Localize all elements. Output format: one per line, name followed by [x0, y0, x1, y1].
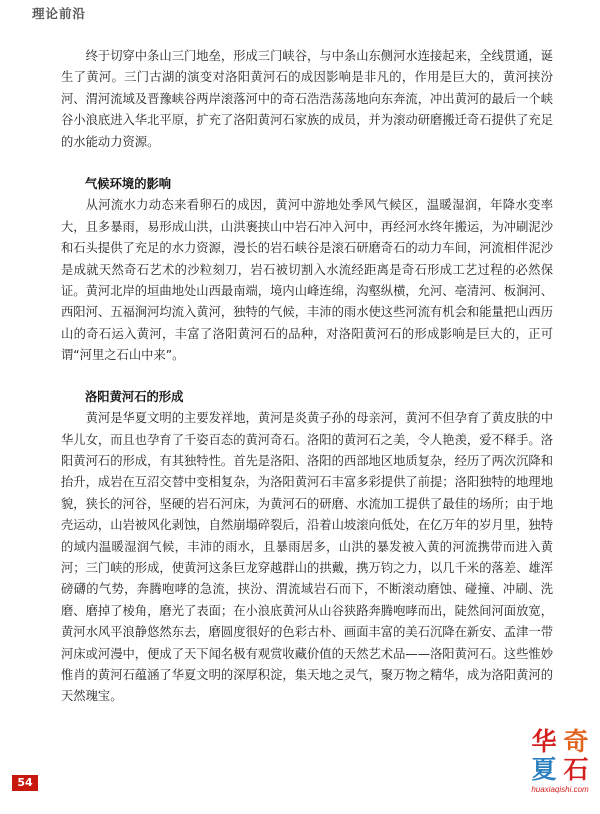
- watermark-glyph: 奇: [563, 727, 589, 756]
- section-heading-climate: 气候环境的影响: [85, 177, 172, 192]
- article-body: [61, 46, 553, 708]
- formation-paragraph: 黄河是华夏文明的主要发祥地，黄河是炎黄子孙的母亲河，黄河不但孕育了黄皮肤的中华儿女，而且也孕育了千姿百态的黄河奇石。洛阳的黄河石之美，令人艳羡，爱不释手。洛阳黄河石的形成，有其独特性。首先是洛阳、洛阳的西部地区地质复杂，经历了两次沉降和抬升，成岩在互沼交替中变相复杂，为洛阳黄河石丰富多彩提供了前提；洛阳独特的地理地貌，狭长的河谷，坚硬的岩石河床，为黄河石的研磨、水流加工提供了最佳的场所；由于地壳运动，山岩被风化剥蚀，自然崩塌碎裂后，沿着山坡滚向低处，在亿万年的岁月里，独特的域内温暖湿润气候，丰沛的雨水，且暴雨居多，山洪的暴发被入黄的河流携带而进入黄河；三门峡的形成，使黄河这条巨龙穿越群山的拱戴，携万钧之力，以几千米的落差、雄浑磅礴的气势，奔腾咆哮的急流，挟汾、渭流域岩石而下，不断滚动磨蚀、碰撞、冲刷、洗磨、磨掉了棱角，磨光了表面；在小浪底黄河从山谷狭路奔腾咆哮而出，陡然间河面放宽，黄河水风平浪静悠然东去，磨圆度很好的色彩古朴、画面丰富的美石沉降在新安、孟津一带河床或河漫中，便成了天下闻名极有观赏收藏价值的天然艺术品——洛阳黄河石。这些惟妙惟肖的黄河石蕴涵了华夏文明的深厚积淀，集天地之灵气，聚万物之精华，成为洛阳黄河的天然瑰宝。: [61, 411, 553, 704]
- watermark-url: huaxiaqishi.com: [531, 785, 589, 794]
- watermark-glyph: 石: [563, 755, 589, 784]
- page-number: 54: [12, 775, 38, 791]
- section-heading-formation: 洛阳黄河石的形成: [85, 389, 184, 404]
- climate-paragraph: 从河流水力动态来看卵石的成因，黄河中游地处季风气候区，温暖湿润，年降水变率大，且多暴雨，易形成山洪，山洪裹挟山中岩石冲入河中，再经河水终年搬运，为冲刷泥沙和石头提供了充足的水力资源，漫长的岩石峡谷是滚石研磨奇石的动力车间，河流相伴泥沙是成就天然奇石艺术的沙粒刻刀，岩石被切割入水流经距离是奇石形成工艺过程的必然保证。黄河北岸的垣曲地处山西最南端，境内山峰连绵，沟壑纵横，允河、亳清河、板涧河、西阳河、五福涧河均流入黄河，独特的气候，丰沛的雨水使这些河流有机会和能量把山西历山的奇石运入黄河，丰富了洛阳黄河石的品种，对洛阳黄河石的形成影响是巨大的，正可谓“河里之石山中来”。: [61, 198, 553, 363]
- intro-paragraph: 终于切穿中条山三门地垒，形成三门峡谷，与中条山东侧河水连接起来，全线贯通，诞生了黄河。三门古湖的演变对洛阳黄河石的成因影响是非凡的，作用是巨大的，黄河挟汾河、渭河流域及晋豫峡谷两岸滚落河中的奇石浩浩荡荡地向东奔流，冲出黄河的最后一个峡谷小浪底进入华北平原，扩充了洛阳黄河石家族的成员，并为滚动研磨搬迁奇石提供了充足的水能动力资源。: [61, 49, 553, 149]
- section-header: 理论前沿: [32, 6, 87, 21]
- watermark-glyph: 华: [531, 727, 557, 756]
- watermark-glyphs: [528, 728, 592, 784]
- watermark-glyph: 夏: [531, 755, 557, 784]
- site-watermark-logo: [520, 728, 600, 814]
